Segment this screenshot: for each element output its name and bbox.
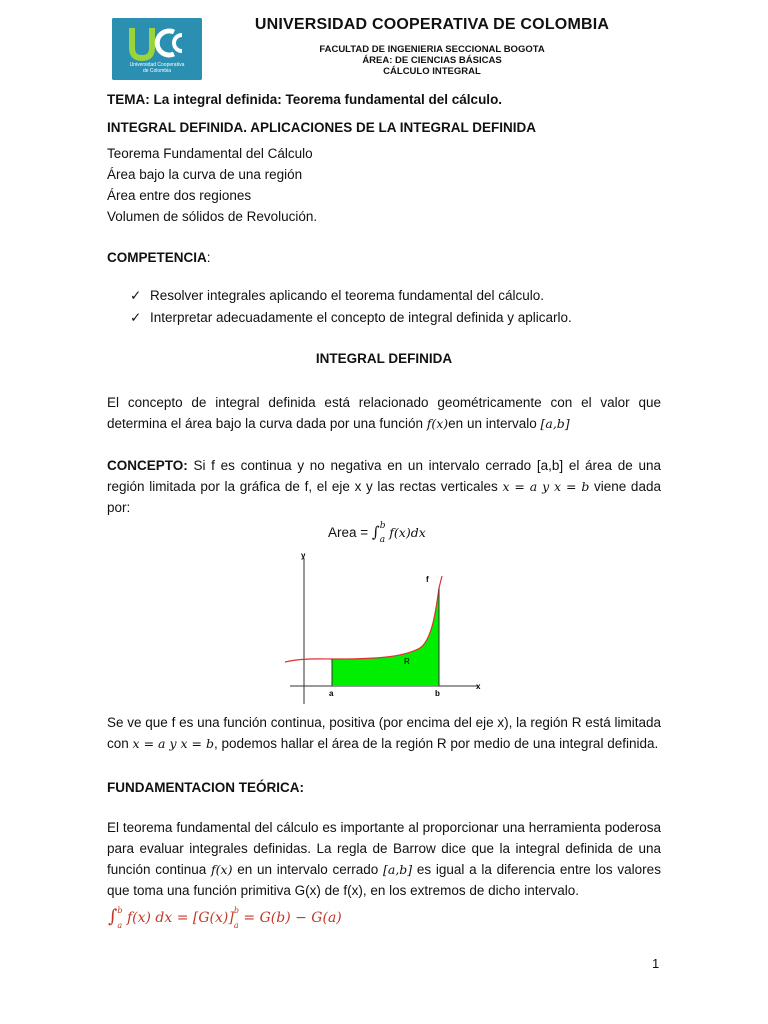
topic-item: Área entre dos regiones xyxy=(107,188,252,203)
integral-definida-title: INTEGRAL DEFINIDA xyxy=(315,351,453,366)
region-r-fill xyxy=(332,588,439,686)
barrow-formula: ∫ b a f(x) dx = [G(x)] b a = G(b) − G(a) xyxy=(108,906,342,930)
topic-item: Área bajo la curva de una región xyxy=(107,167,303,182)
paragraph-concepto: CONCEPTO: Si f es continua y no negativa en un intervalo cerrado [a,b] el área de una región limitada por la gráfica de f, el eje x y las rectas verticales x = a y x = b viene dada por: xyxy=(107,458,661,515)
competencia-item: ✓ Resolver integrales aplicando el teorema fundamental del cálculo. xyxy=(130,288,544,303)
page-number: 1 xyxy=(652,956,660,971)
checkmark-icon: ✓ xyxy=(130,288,142,303)
area-line: ÁREA: DE CIENCIAS BÁSICAS xyxy=(362,55,502,66)
paragraph-region: Se ve que f es una función continua, positiva (por encima del eje x), la región R está limitada con x = a y x = b, podemos hallar el área de la región R por medio de una integral definida. xyxy=(107,715,661,751)
area-under-curve-figure xyxy=(282,548,488,710)
university-logo xyxy=(112,18,202,80)
topic-item: Volumen de sólidos de Revolución. xyxy=(107,209,318,224)
topic-list xyxy=(107,143,317,227)
paragraph-definition: El concepto de integral definida está relacionado geométricamente con el valor que determina el área bajo la curva dada por una función f(x)en un intervalo [a,b] xyxy=(107,395,661,431)
university-title: UNIVERSIDAD COOPERATIVA DE COLOMBIA xyxy=(254,16,610,33)
tema-heading: TEMA: La integral definida: Teorema fundamental del cálculo. xyxy=(107,92,503,107)
area-formula: Area = ∫ b a f(x)dx xyxy=(328,521,426,546)
logo-caption: Universidad Cooperativa de Colombia xyxy=(129,62,185,74)
paragraph-barrow: El teorema fundamental del cálculo es importante al proporcionar una herramienta poderosa para evaluar integrales definidas. La regla de Barrow dice que la integral definida de una función continua f(x) en un intervalo cerrado [a,b] es igual a la diferencia entre los valores que toma una función primitiva G(x) de f(x), en los extremos de dicho intervalo. xyxy=(107,820,661,898)
section-heading: INTEGRAL DEFINIDA. APLICACIONES DE LA INTEGRAL DEFINIDA xyxy=(107,120,537,135)
course-line: CÁLCULO INTEGRAL xyxy=(383,66,481,77)
fundamentacion-heading: FUNDAMENTACION TEÓRICA: xyxy=(107,780,304,795)
y-label: y xyxy=(301,551,306,560)
r-label: R xyxy=(404,657,410,666)
f-label: f xyxy=(426,575,429,584)
competencia-heading: COMPETENCIA: xyxy=(107,250,211,265)
topic-item: Teorema Fundamental del Cálculo xyxy=(107,146,313,161)
competencia-item: ✓ Interpretar adecuadamente el concepto de integral definida y aplicarlo. xyxy=(130,310,572,325)
curve-f xyxy=(285,576,442,662)
b-label: b xyxy=(435,689,440,698)
checkmark-icon: ✓ xyxy=(130,310,142,325)
a-label: a xyxy=(329,689,334,698)
x-label: x xyxy=(476,682,481,691)
faculty-line: FACULTAD DE INGENIERIA SECCIONAL BOGOTA xyxy=(319,44,545,55)
